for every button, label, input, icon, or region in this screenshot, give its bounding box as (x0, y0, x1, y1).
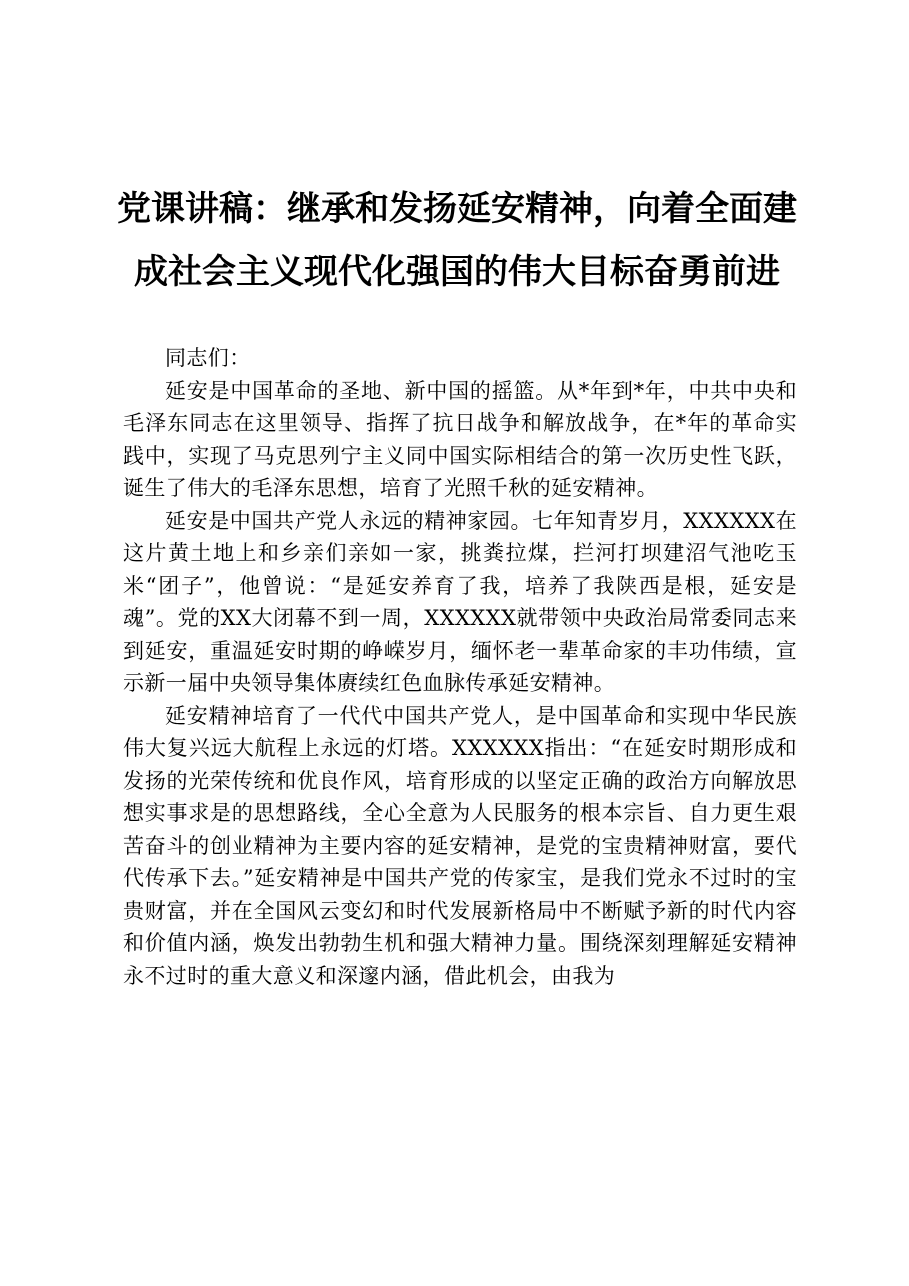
paragraph-2: 延安是中国共产党人永远的精神家园。七年知青岁月，XXXXXX在这片黄土地上和乡亲们亲如一家，挑粪拉煤，拦河打坝建沼气池吃玉米“团子”，他曾说：“是延安养育了我，培养了我陕西是根，延安是魂”。党的XX大闭幕不到一周，XXXXXX就带领中央政治局常委同志来到延安，重温延安时期的峥嵘岁月，缅怀老一辈革命家的丰功伟绩，宣示新一届中央领导集体赓续红色血脉传承延安精神。 (123, 508, 797, 695)
document-body (123, 342, 797, 992)
salutation: 同志们： (165, 346, 251, 370)
paragraph-3: 延安精神培育了一代代中国共产党人，是中国革命和实现中华民族伟大复兴远大航程上永远的灯塔。XXXXXX指出：“在延安时期形成和发扬的光荣传统和优良作风，培育形成的以坚定正确的政治方向解放思想实事求是的思想路线，全心全意为人民服务的根本宗旨、自力更生艰苦奋斗的创业精神为主要内容的延安精神，是党的宝贵精神财富，要代代传承下去。”延安精神是中国共产党的传家宝，是我们党永不过时的宝贵财富，并在全国风云变幻和时代发展新格局中不断赋予新的时代内容和价值内涵，焕发出勃勃生机和强大精神力量。围绕深刻理解延安精神永不过时的重大意义和深邃内涵，借此机会，由我为 (123, 703, 797, 988)
title-line-2: 成社会主义现代化强国的伟大目标奋勇前进 (134, 252, 780, 292)
title-line-1: 党课讲稿：继承和发扬延安精神，向着全面建 (117, 189, 797, 229)
document-title (112, 178, 802, 304)
paragraph-1: 延安是中国革命的圣地、新中国的摇篮。从*年到*年，中共中央和毛泽东同志在这里领导、指挥了抗日战争和解放战争，在*年的革命实践中，实现了马克思列宁主义同中国实际相结合的第一次历史性飞跃，诞生了伟大的毛泽东思想，培育了光照千秋的延安精神。 (123, 378, 797, 500)
